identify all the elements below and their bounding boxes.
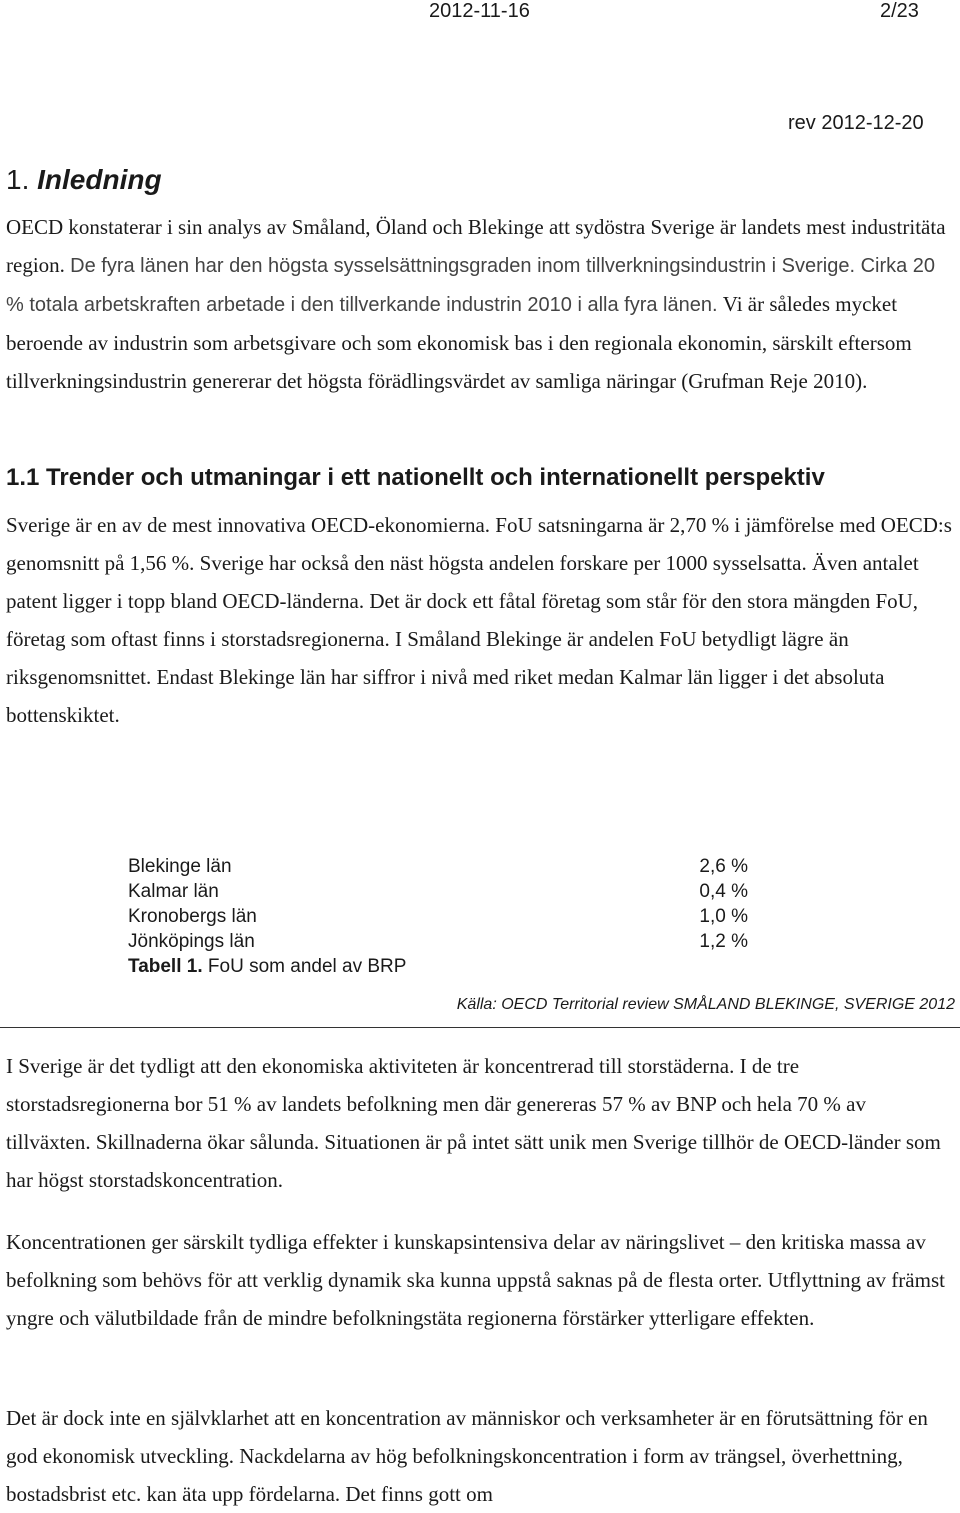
table-caption-text: FoU som andel av BRP <box>202 956 407 977</box>
body-paragraph: Koncentrationen ger särskilt tydliga effekter i kunskapsintensiva delar av näringslivet – den kritiska massa av befolkning som behövs för att verklig dynamik ska kunna uppstå saknas på de flesta orter. Utflyttning av främst yngre och välutbildade från de mindre befolkningstäta regionerna förstärker ytterligare effekten. <box>6 1230 945 1330</box>
table-cell-county: Jönköpings län <box>128 931 255 952</box>
intro-paragraph <box>6 208 954 400</box>
table-cell-value: 1,0 % <box>699 906 748 927</box>
table-row <box>128 854 748 879</box>
subsection-paragraph: Sverige är en av de mest innovativa OECD-ekonomierna. FoU satsningarna är 2,70 % i jämförelse med OECD:s genomsnitt på 1,56 %. Sverige har också den näst högsta andelen forskare per 1000 sysselsatta. Även antalet patent ligger i topp bland OECD-länderna. Det är dock ett fåtal företag som står för den stora mängden FoU, företag som oftast finns i storstadsregionerna. I Småland Blekinge är andelen FoU betydligt lägre än riksgenomsnittet. Endast Blekinge län har siffror i nivå med riket medan Kalmar län ligger i det absoluta bottenskiktet. <box>6 513 952 727</box>
table-cell-county: Blekinge län <box>128 856 232 877</box>
section-heading <box>6 164 162 196</box>
header-date: 2012-11-16 <box>429 0 530 22</box>
body-paragraph: I Sverige är det tydligt att den ekonomiska aktiviteten är koncentrerad till storstäderna. I de tre storstadsregionerna bor 51 % av landets befolkning men där genereras 57 % av BNP och hela 70 % av tillväxten. Skillnaderna ökar sålunda. Situationen är på intet sätt unik men Sverige tillhör de OECD-länder som har högst storstadskoncentration. <box>6 1054 941 1192</box>
subsection-heading: 1.1 Trender och utmaningar i ett nationellt och internationellt perspektiv <box>6 464 825 491</box>
intro-sentence-2: De fyra länen har den högsta sysselsättningsgraden inom tillverkningsindustrin i Sverige. Cirka 20 % totala arbetskraften arbetade i den tillverkande industrin 2010 i alla fyra länen. <box>6 255 936 316</box>
body-paragraph: Det är dock inte en självklarhet att en koncentration av människor och verksamheter är en förutsättning för en god ekonomisk utveckling. Nackdelarna av hög befolkningskoncentration i form av trängsel, överhettning, bostadsbrist etc. kan äta upp fördelarna. Det finns gott om <box>6 1406 928 1506</box>
page-number: 2/23 <box>880 0 919 22</box>
table-caption <box>128 954 748 979</box>
table-row <box>128 879 748 904</box>
intro-sentence-3: Vi är således mycket beroende av industrin som arbetsgivare och som ekonomisk bas i den regionala ekonomin, särskilt eftersom tillverkningsindustrin genererar det högsta förädlingsvärdet av samliga näringar (Grufman Reje 2010). <box>6 292 912 393</box>
table-cell-value: 1,2 % <box>699 931 748 952</box>
table-cell-value: 2,6 % <box>699 856 748 877</box>
table-cell-value: 0,4 % <box>699 881 748 902</box>
section-number: 1. <box>6 164 30 195</box>
table-cell-county: Kalmar län <box>128 881 219 902</box>
table-source: Källa: OECD Territorial review SMÅLAND BLEKINGE, SVERIGE 2012 <box>456 996 955 1013</box>
intro-sentence-1: OECD konstaterar i sin analys av Småland, Öland och Blekinge att sydöstra Sverige är landets mest industritäta region. <box>6 215 946 277</box>
section-title: Inledning <box>37 164 162 195</box>
table-row <box>128 904 748 929</box>
table-caption-label: Tabell 1. <box>128 956 203 977</box>
table-row <box>128 929 748 954</box>
table-cell-county: Kronobergs län <box>128 906 257 927</box>
revision-label: rev 2012-12-20 <box>788 112 924 134</box>
divider <box>0 1027 960 1028</box>
fou-table <box>128 854 748 979</box>
